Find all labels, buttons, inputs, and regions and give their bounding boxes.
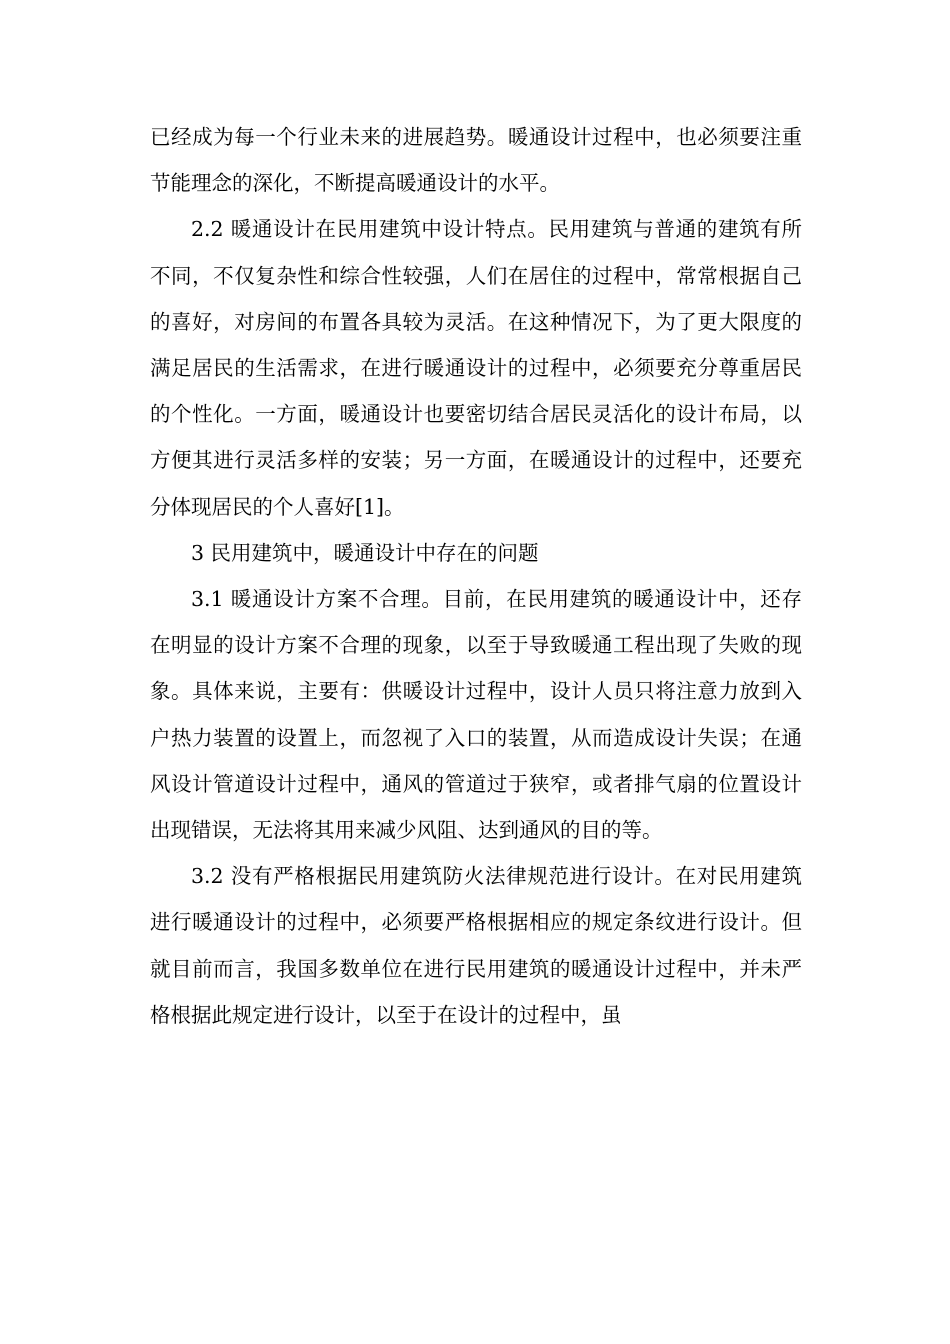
paragraph-3-2-fire-code: 3.2 没有严格根据民用建筑防火法律规范进行设计。在对民用建筑进行暖通设计的过程中，必须要严格根据相应的规定条纹进行设计。但就目前而言，我国多数单位在进行民用建筑的暖通设计过程中，并未严格根据此规定进行设计，以至于在设计的过程中，虽 bbox=[150, 864, 802, 1027]
paragraph-continued: 已经成为每一个行业未来的进展趋势。暖通设计过程中，也必须要注重节能理念的深化，不断提高暖通设计的水平。 bbox=[150, 125, 802, 196]
paragraph-3-1-unreasonable-plan: 3.1 暖通设计方案不合理。目前，在民用建筑的暖通设计中，还存在明显的设计方案不合理的现象，以至于导致暖通工程出现了失败的现象。具体来说，主要有：供暖设计过程中，设计人员只将注意力放到入户热力装置的设置上，而忽视了入口的装置，从而造成设计失误；在通风设计管道设计过程中，通风的管道过于狭窄，或者排气扇的位置设计出现错误，无法将其用来减少风阻、达到通风的目的等。 bbox=[150, 587, 802, 843]
section-heading-3-problems: 3 民用建筑中，暖通设计中存在的问题 bbox=[191, 540, 539, 565]
paragraph-2-2-design-features: 2.2 暖通设计在民用建筑中设计特点。民用建筑与普通的建筑有所不同，不仅复杂性和综合性较强，人们在居住的过程中，常常根据自己的喜好，对房间的布置各具较为灵活。在这种情况下，为了更大限度的满足居民的生活需求，在进行暖通设计的过程中，必须要充分尊重居民的个性化。一方面，暖通设计也要密切结合居民灵活化的设计布局，以方便其进行灵活多样的安装；另一方面，在暖通设计的过程中，还要充分体现居民的个人喜好[1]。 bbox=[150, 217, 802, 519]
document-body bbox=[150, 114, 802, 1038]
